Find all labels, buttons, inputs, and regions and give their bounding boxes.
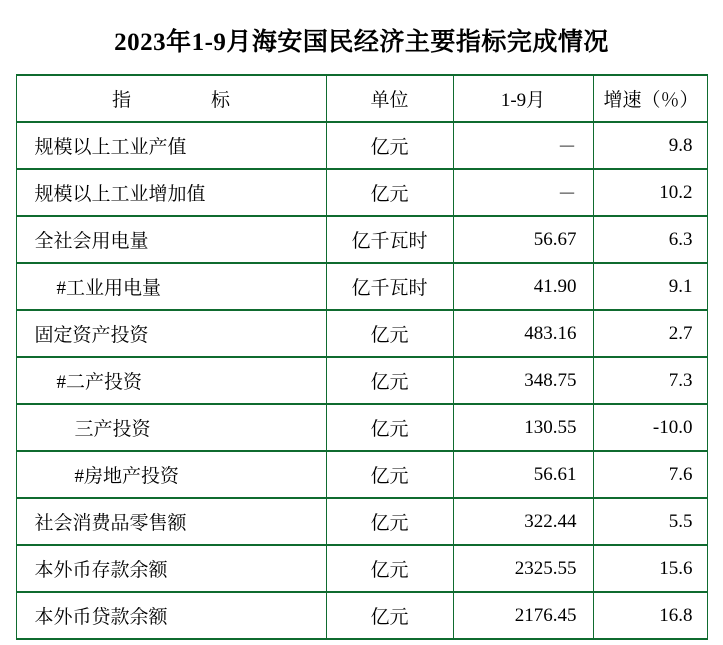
cell-value: 322.44 [453,498,593,545]
cell-growth: 10.2 [593,169,707,216]
table-row [16,498,707,545]
cell-value: 56.61 [453,451,593,498]
table-row [16,357,707,404]
table-row [16,216,707,263]
indicator-label: 全社会用电量 [34,231,149,252]
column-header-indicator [16,75,326,122]
table-row [16,404,707,451]
cell-value: 2176.45 [453,592,593,639]
cell-unit: 亿千瓦时 [326,263,453,310]
indicator-label: 本外币存款余额 [34,560,168,581]
cell-indicator [16,357,326,404]
cell-unit: 亿元 [326,451,453,498]
indicator-label: #房地产投资 [74,466,180,487]
indicator-label: 三产投资 [74,419,151,440]
column-header-period: 1-9月 [453,75,593,122]
cell-growth: 5.5 [593,498,707,545]
column-header-unit: 单位 [326,75,453,122]
economic-indicators-table [16,74,708,640]
indicator-label: #工业用电量 [56,278,162,299]
cell-indicator [16,310,326,357]
cell-indicator [16,592,326,639]
cell-value: 41.90 [453,263,593,310]
table-row [16,122,707,169]
cell-indicator [16,122,326,169]
cell-value: 348.75 [453,357,593,404]
indicator-label: 固定资产投资 [34,325,149,346]
table-row [16,451,707,498]
table-header-row [16,75,707,122]
cell-growth: 6.3 [593,216,707,263]
indicator-label: 规模以上工业增加值 [34,184,206,205]
cell-value: 2325.55 [453,545,593,592]
indicator-label: 社会消费品零售额 [34,513,187,534]
page-title: 2023年1-9月海安国民经济主要指标完成情况 [114,29,609,56]
cell-unit: 亿元 [326,310,453,357]
indicator-label: 本外币贷款余额 [34,607,168,628]
cell-indicator [16,404,326,451]
cell-indicator [16,263,326,310]
cell-value: 130.55 [453,404,593,451]
table-row [16,310,707,357]
table-row [16,263,707,310]
table-row [16,592,707,639]
cell-unit: 亿元 [326,169,453,216]
table-body [16,75,707,639]
cell-growth: 15.6 [593,545,707,592]
cell-value: 483.16 [453,310,593,357]
cell-growth: 7.6 [593,451,707,498]
cell-growth: 2.7 [593,310,707,357]
cell-indicator [16,545,326,592]
cell-indicator [16,498,326,545]
cell-unit: 亿元 [326,404,453,451]
table-row [16,169,707,216]
cell-indicator [16,169,326,216]
cell-growth: 7.3 [593,357,707,404]
cell-indicator [16,451,326,498]
cell-unit: 亿千瓦时 [326,216,453,263]
cell-value: 56.67 [453,216,593,263]
cell-growth: 16.8 [593,592,707,639]
cell-value: － [453,169,593,216]
cell-unit: 亿元 [326,592,453,639]
cell-indicator [16,216,326,263]
cell-growth: 9.8 [593,122,707,169]
cell-growth: -10.0 [593,404,707,451]
cell-growth: 9.1 [593,263,707,310]
table-row [16,545,707,592]
cell-unit: 亿元 [326,498,453,545]
cell-value: － [453,122,593,169]
cell-unit: 亿元 [326,122,453,169]
cell-unit: 亿元 [326,357,453,404]
column-header-indicator-label: 指 标 [111,90,244,111]
indicator-label: #二产投资 [56,372,143,393]
cell-unit: 亿元 [326,545,453,592]
indicator-label: 规模以上工业产值 [34,137,187,158]
column-header-growth: 增速（％） [593,75,707,122]
